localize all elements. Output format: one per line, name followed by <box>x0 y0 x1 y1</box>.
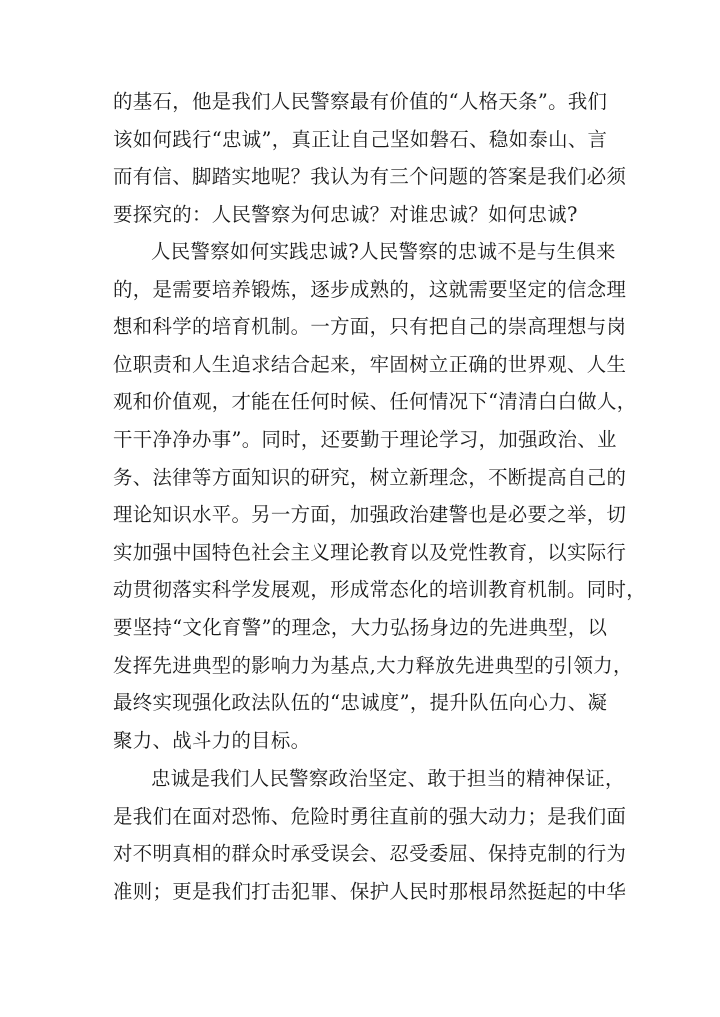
paragraph-line: 要坚持“文化育警”的理念，大力弘扬身边的先进典型，以 <box>113 615 608 639</box>
paragraph-line: 位职责和人生追求结合起来，牢固树立正确的世界观、人生 <box>113 352 627 376</box>
paragraph-line: 发挥先进典型的影响力为基点,大力释放先进典型的引领力， <box>113 653 633 677</box>
paragraph-line: 最终实现强化政法队伍的“忠诚度”，提升队伍向心力、凝 <box>113 691 608 715</box>
paragraph-line: 聚力、战斗力的目标。 <box>113 728 311 752</box>
paragraph-first-line: 忠诚是我们人民警察政治坚定、敢于担当的精神保证， <box>151 767 625 790</box>
paragraph-line: 动贯彻落实科学发展观，形成常态化的培训教育机制。同时， <box>113 578 646 602</box>
paragraph-first-line: 人民警察如何实践忠诚?人民警察的忠诚不是与生俱来 <box>151 240 616 263</box>
paragraph-line: 而有信、脚踏实地呢？我认为有三个问题的答案是我们必须 <box>113 165 627 189</box>
paragraph-continuation <box>113 83 627 233</box>
paragraph-line: 观和价值观，才能在任何时候、任何情况下“清清白白做人， <box>113 390 637 414</box>
paragraph-line: 干干净净办事”。同时，还要勤于理论学习，加强政治、业 <box>113 427 617 451</box>
paragraph-loyalty-guarantee <box>113 760 627 910</box>
paragraph-line: 对不明真相的群众时承受误会、忍受委屈、保持克制的行为 <box>113 842 627 866</box>
paragraph-line: 的，是需要培养锻炼，逐步成熟的，这就需要坚定的信念理 <box>113 277 627 301</box>
paragraph-line: 理论知识水平。另一方面，加强政治建警也是必要之举，切 <box>113 503 627 527</box>
paragraph-line: 是我们在面对恐怖、危险时勇往直前的强大动力；是我们面 <box>113 804 627 828</box>
paragraph-line: 务、法律等方面知识的研究，树立新理念，不断提高自己的 <box>113 465 627 489</box>
paragraph-practice-loyalty <box>113 233 646 759</box>
paragraph-line: 实加强中国特色社会主义理论教育以及党性教育，以实际行 <box>113 540 627 564</box>
paragraph-line: 想和科学的培育机制。一方面，只有把自己的崇高理想与岗 <box>113 315 627 339</box>
paragraph-line: 该如何践行“忠诚”，真正让自己坚如磐石、稳如泰山、言 <box>113 127 608 151</box>
paragraph-line: 准则；更是我们打击犯罪、保护人民时那根昂然挺起的中华 <box>113 879 627 903</box>
paragraph-line: 的基石，他是我们人民警察最有价值的“人格天条”。我们 <box>113 90 608 113</box>
paragraph-line: 要探究的：人民警察为何忠诚？对谁忠诚？如何忠诚? <box>113 202 578 226</box>
